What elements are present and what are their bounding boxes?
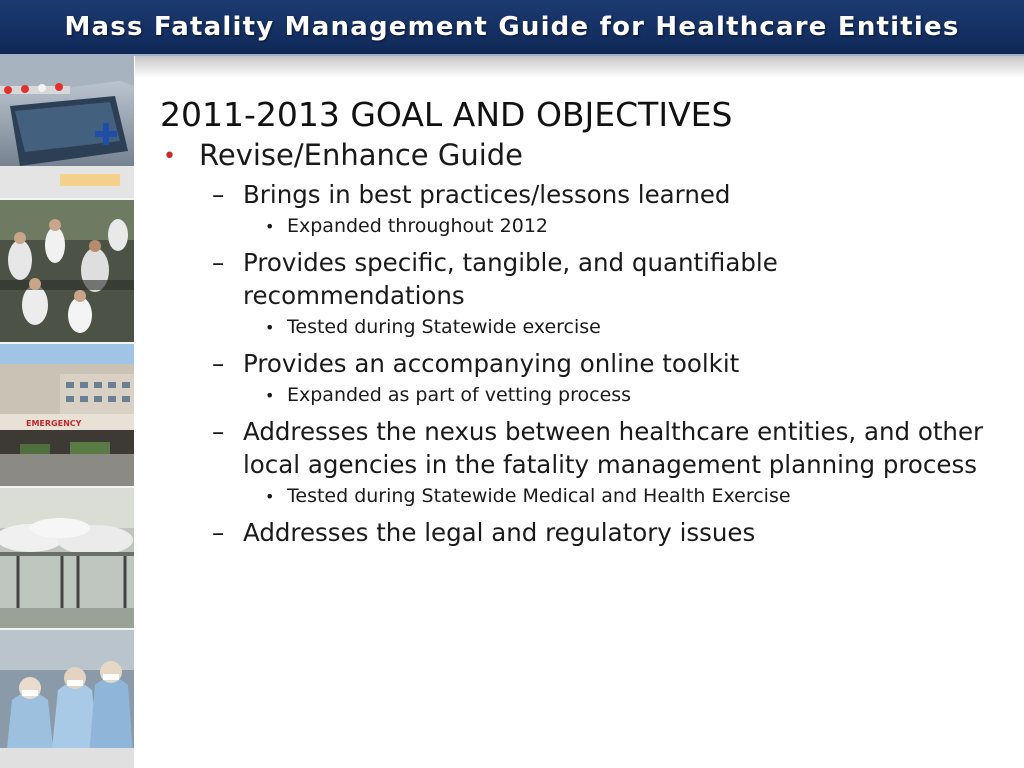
sub-item-text: Tested during Statewide Medical and Health Exercise (287, 485, 791, 507)
dot-icon: • (265, 217, 275, 236)
main-bullet (160, 138, 1000, 172)
staff-photo (0, 630, 134, 768)
dash-icon: – (212, 248, 225, 277)
dash-icon: – (212, 518, 225, 547)
morgue-photo (0, 488, 134, 628)
sub-item-text: Expanded as part of vetting process (287, 384, 632, 406)
dot-icon: • (265, 318, 275, 337)
sub-item-text: Tested during Statewide exercise (287, 316, 601, 338)
list-item (160, 516, 1000, 549)
slide-content (160, 95, 1000, 551)
bullet-icon: • (163, 144, 176, 169)
dash-icon: – (212, 349, 225, 378)
list-item-text: Provides an accompanying online toolkit (243, 349, 740, 378)
list-item (160, 178, 1000, 211)
dash-icon: – (212, 180, 225, 209)
photo-strip (0, 56, 134, 768)
list-item-text: Addresses the nexus between healthcare entities, and other local agencies in the fatality management planning process (243, 417, 984, 479)
sub-item (160, 213, 1000, 240)
sub-item (160, 314, 1000, 341)
banner-title: Mass Fatality Management Guide for Healthcare Entities (64, 12, 960, 42)
list-item-text: Brings in best practices/lessons learned (243, 180, 731, 209)
ambulance-photo (0, 56, 134, 198)
triage-photo (0, 200, 134, 342)
dash-icon: – (212, 417, 225, 446)
sub-item (160, 483, 1000, 510)
emergency-sign: EMERGENCY (26, 419, 82, 428)
list-item-text: Addresses the legal and regulatory issues (243, 518, 756, 547)
dot-icon: • (265, 487, 275, 506)
list-item (160, 415, 1000, 481)
hospital-photo (0, 344, 134, 486)
list-item-text: Provides specific, tangible, and quantifiable recommendations (243, 248, 778, 310)
list-item (160, 347, 1000, 380)
dot-icon: • (265, 386, 275, 405)
sub-item-text: Expanded throughout 2012 (287, 215, 549, 237)
title-banner (0, 0, 1024, 56)
main-bullet-text: Revise/Enhance Guide (199, 138, 524, 172)
list-item (160, 246, 1000, 312)
sub-item (160, 382, 1000, 409)
banner-shadow (135, 56, 1024, 78)
slide-heading: 2011-2013 GOAL AND OBJECTIVES (160, 95, 733, 134)
